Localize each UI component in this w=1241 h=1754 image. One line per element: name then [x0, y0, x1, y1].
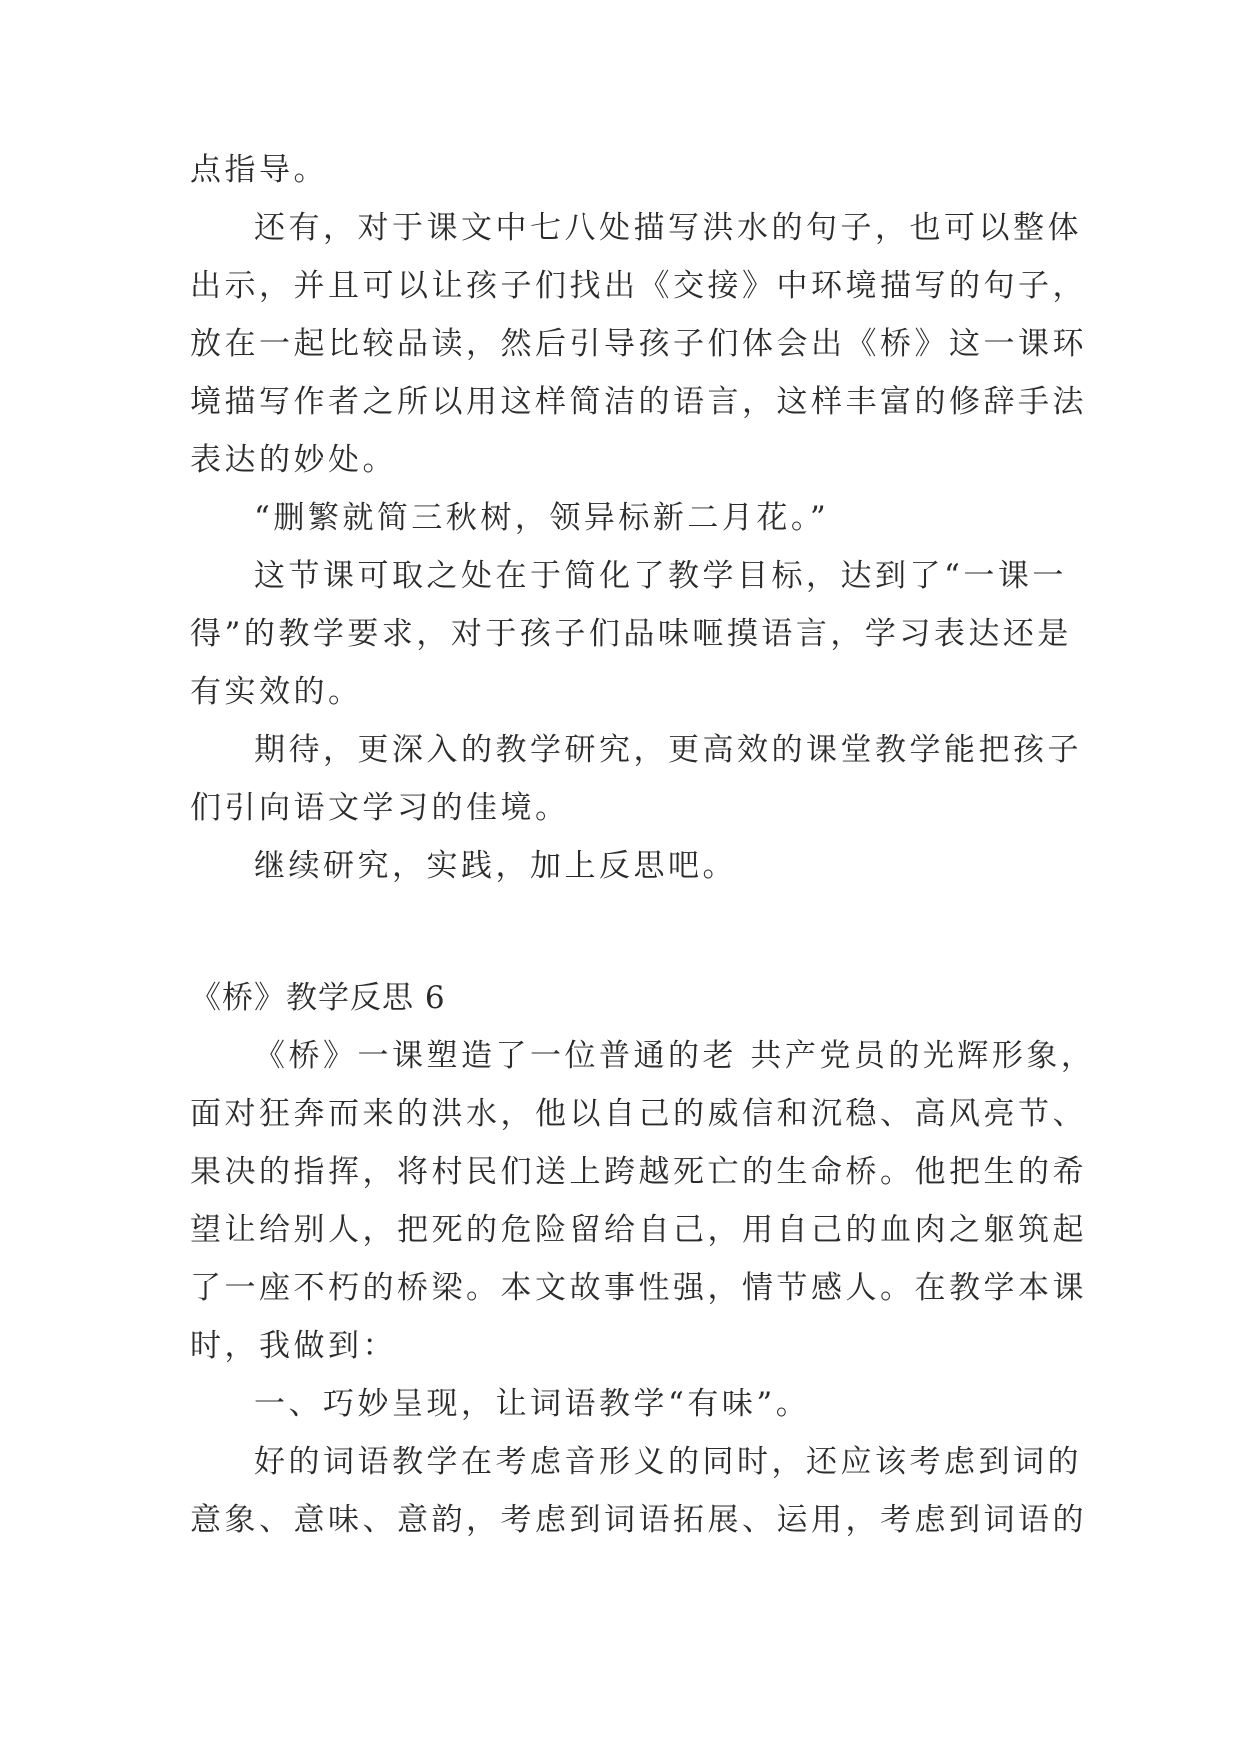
paragraph-line: 意象、意味、意韵，考虑到词语拓展、运用，考虑到词语的 [190, 1502, 1087, 1538]
paragraph-line: 表达的妙处。 [190, 442, 397, 478]
paragraph-line: 点指导。 [190, 152, 328, 188]
section-heading: 《桥》教学反思 6 [190, 980, 446, 1016]
paragraph-line: 们引向语文学习的佳境。 [190, 790, 570, 826]
paragraph-line: 时，我做到： [190, 1328, 397, 1364]
paragraph-line: 果决的指挥，将村民们送上跨越死亡的生命桥。他把生的希 [190, 1154, 1087, 1190]
paragraph-line: 《桥》一课塑造了一位普通的老 共产党员的光辉形象， [254, 1038, 1096, 1074]
paragraph-line: 期待，更深入的教学研究，更高效的课堂教学能把孩子 [254, 732, 1082, 768]
paragraph-line: 还有，对于课文中七八处描写洪水的句子，也可以整体 [254, 210, 1082, 246]
paragraph-line: 出示，并且可以让孩子们找出《交接》中环境描写的句子， [190, 268, 1087, 304]
paragraph-line: 这节课可取之处在于简化了教学目标，达到了“一课一 [254, 558, 1067, 594]
paragraph-line: 继续研究，实践，加上反思吧。 [254, 848, 737, 884]
paragraph-line: 望让给别人，把死的危险留给自己，用自己的血肉之躯筑起 [190, 1212, 1087, 1248]
paragraph-line: 面对狂奔而来的洪水，他以自己的威信和沉稳、高风亮节、 [190, 1096, 1087, 1132]
subheading-line: 一、巧妙呈现，让词语教学“有味”。 [254, 1386, 811, 1422]
quote-line: “删繁就简三秋树，领异标新二月花。” [254, 500, 830, 536]
paragraph-line: 有实效的。 [190, 674, 363, 710]
paragraph-line: 了一座不朽的桥梁。本文故事性强，情节感人。在教学本课 [190, 1270, 1087, 1306]
paragraph-line: 得”的教学要求，对于孩子们品味咂摸语言，学习表达还是 [190, 616, 1072, 652]
paragraph-line: 好的词语教学在考虑音形义的同时，还应该考虑到词的 [254, 1444, 1082, 1480]
paragraph-line: 境描写作者之所以用这样简洁的语言，这样丰富的修辞手法 [190, 384, 1087, 420]
paragraph-line: 放在一起比较品读，然后引导孩子们体会出《桥》这一课环 [190, 326, 1087, 362]
